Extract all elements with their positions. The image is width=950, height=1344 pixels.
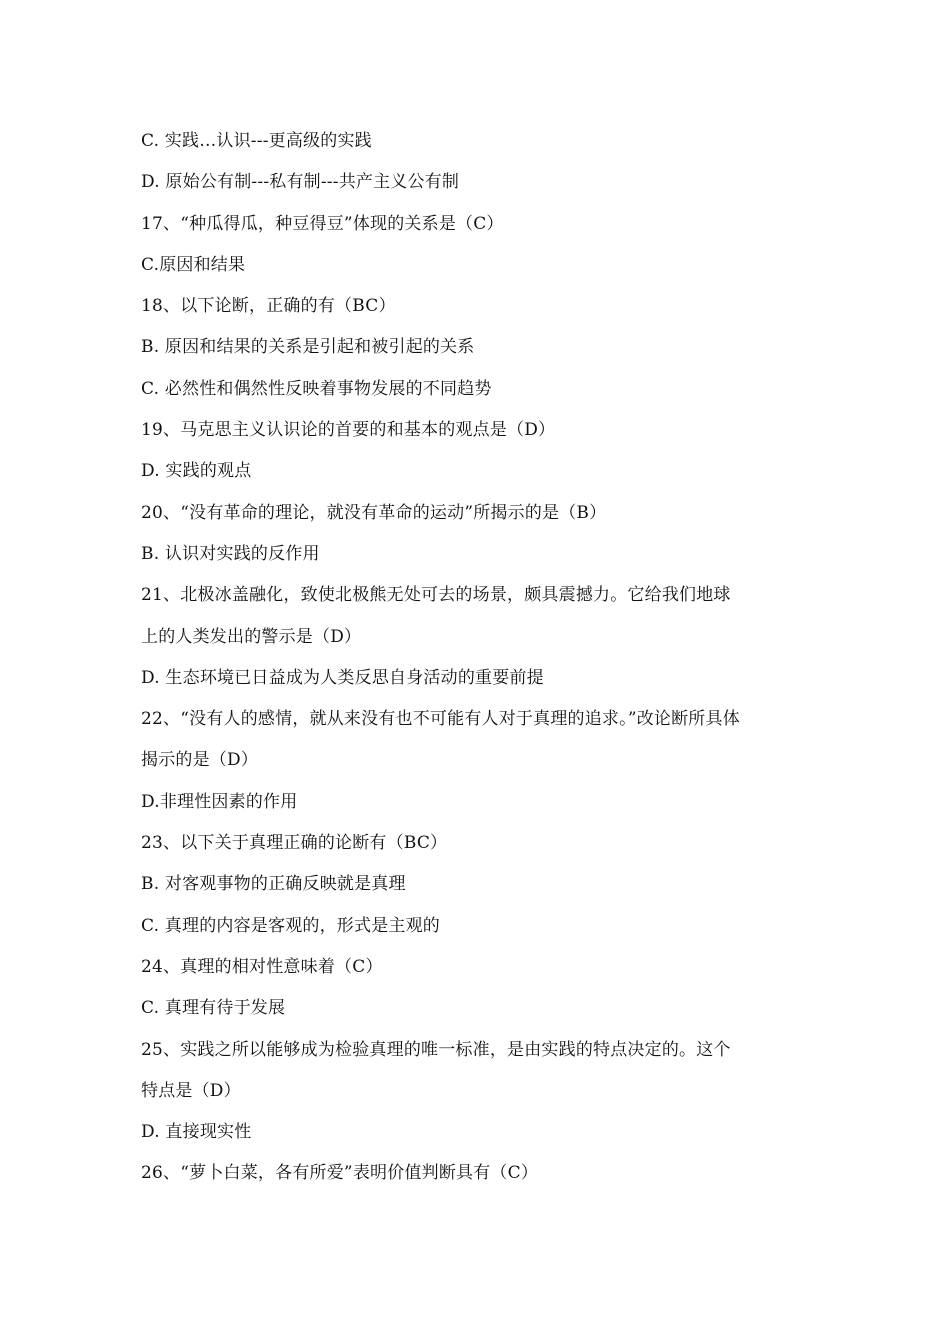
question-21-continued: 上的人类发出的警示是（D） — [141, 626, 362, 647]
question-20: 20、“没有革命的理论，就没有革命的运动”所揭示的是（B） — [141, 502, 607, 523]
answer-line: B. 原因和结果的关系是引起和被引起的关系 — [141, 337, 475, 358]
document-body — [141, 121, 821, 1195]
answer-line: C. 真理有待于发展 — [141, 998, 286, 1019]
question-25: 25、实践之所以能够成为检验真理的唯一标准，是由实践的特点决定的。这个 — [141, 1039, 731, 1060]
question-23: 23、以下关于真理正确的论断有（BC） — [141, 833, 448, 854]
question-21: 21、北极冰盖融化，致使北极熊无处可去的场景，颇具震撼力。它给我们地球 — [141, 585, 731, 606]
question-18: 18、以下论断，正确的有（BC） — [141, 296, 396, 317]
answer-line: D. 直接现实性 — [141, 1122, 252, 1143]
answer-line: C.原因和结果 — [141, 254, 246, 275]
text-line: D. 原始公有制---私有制---共产主义公有制 — [141, 172, 460, 193]
answer-line: C. 必然性和偶然性反映着事物发展的不同趋势 — [141, 378, 492, 399]
question-25-continued: 特点是（D） — [141, 1080, 241, 1101]
answer-line: C. 真理的内容是客观的，形式是主观的 — [141, 915, 441, 936]
question-22: 22、“没有人的感情，就从来没有也不可能有人对于真理的追求。”改论断所具体 — [141, 709, 740, 730]
question-19: 19、马克思主义认识论的首要的和基本的观点是（D） — [141, 420, 556, 441]
answer-line: D. 生态环境已日益成为人类反思自身活动的重要前提 — [141, 667, 544, 688]
question-22-continued: 揭示的是（D） — [141, 750, 259, 771]
question-24: 24、真理的相对性意味着（C） — [141, 956, 383, 977]
question-17: 17、“种瓜得瓜，种豆得豆”体现的关系是（C） — [141, 213, 504, 234]
answer-line: B. 对客观事物的正确反映就是真理 — [141, 874, 406, 895]
answer-line: B. 认识对实践的反作用 — [141, 543, 320, 564]
text-line: C. 实践…认识---更高级的实践 — [141, 131, 372, 151]
answer-line: D.非理性因素的作用 — [141, 791, 298, 812]
answer-line: D. 实践的观点 — [141, 461, 252, 482]
question-26: 26、“萝卜白菜，各有所爱”表明价值判断具有（C） — [141, 1163, 539, 1184]
